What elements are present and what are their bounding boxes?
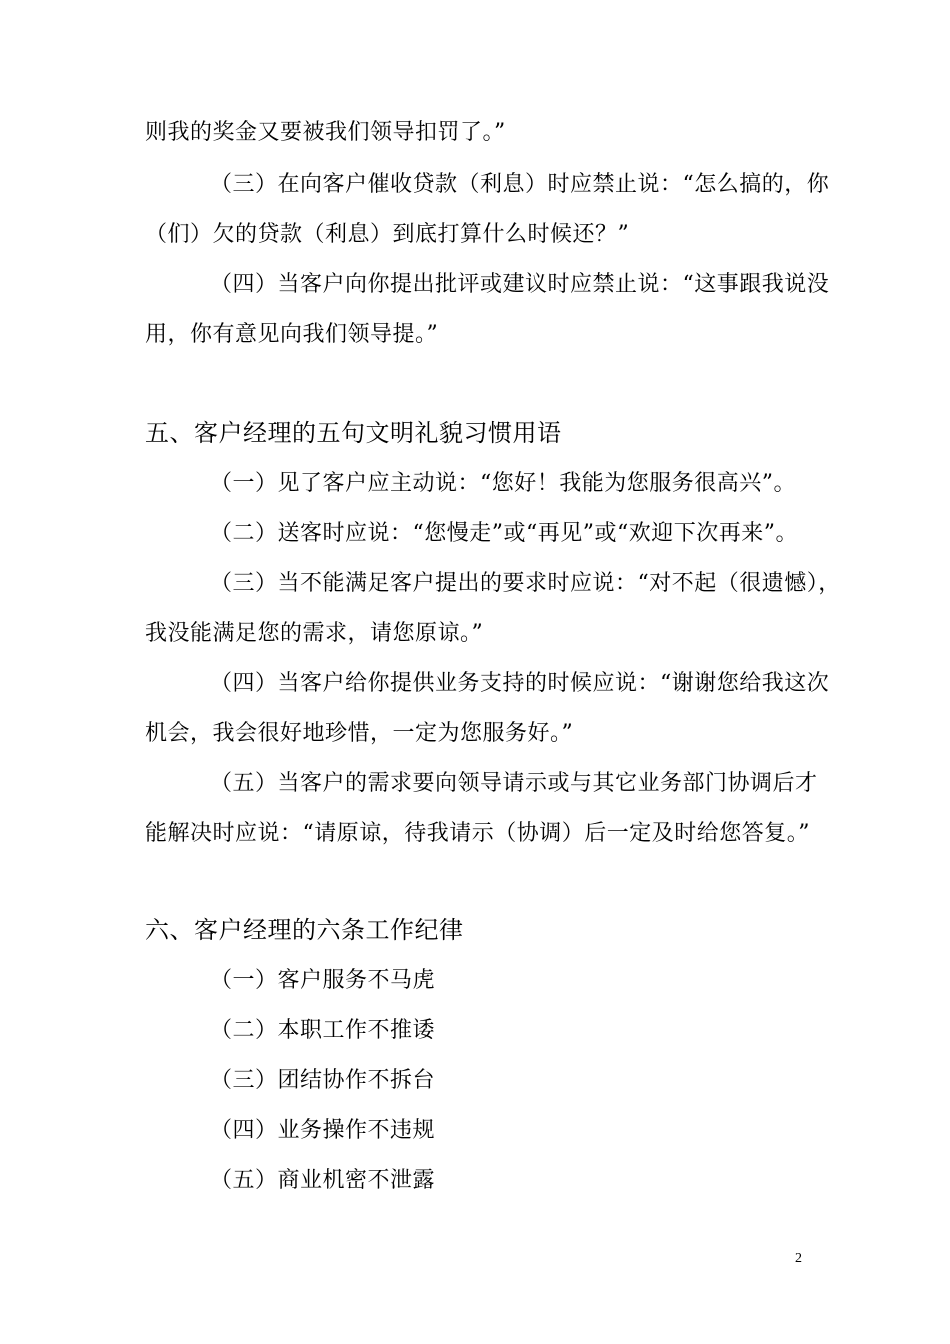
list-item: （三）团结协作不拆台 [210, 1068, 436, 1093]
list-item: （一）客户服务不马虎 [210, 968, 436, 993]
section-heading: 六、客户经理的六条工作纪律 [145, 916, 464, 944]
list-item: （四）业务操作不违规 [210, 1118, 436, 1143]
paragraph-line: 用，你有意见向我们领导提。” [145, 322, 439, 347]
paragraph-line: （三）当不能满足客户提出的要求时应说：“对不起（很遗憾）， [210, 571, 841, 596]
list-item: （五）商业机密不泄露 [210, 1168, 436, 1193]
paragraph-line: （三）在向客户催收贷款（利息）时应禁止说：“怎么搞的，你 [210, 172, 830, 197]
page-number: 2 [795, 1251, 802, 1266]
paragraph-line: 能解决时应说：“请原谅，待我请示（协调）后一定及时给您答复。” [145, 821, 810, 846]
paragraph-line: （二）送客时应说：“您慢走”或“再见”或“欢迎下次再来”。 [210, 521, 798, 546]
paragraph-line: （四）当客户给你提供业务支持的时候应说：“谢谢您给我这次 [210, 671, 830, 696]
list-item: （二）本职工作不推诿 [210, 1018, 436, 1043]
paragraph-line: （们）欠的贷款（利息）到底打算什么时候还？” [145, 222, 630, 247]
section-heading: 五、客户经理的五句文明礼貌习惯用语 [145, 419, 562, 447]
paragraph-line: （五）当客户的需求要向领导请示或与其它业务部门协调后才 [210, 771, 818, 796]
paragraph-line: （一）见了客户应主动说：“您好！我能为您服务很高兴”。 [210, 471, 796, 496]
paragraph-line: 机会，我会很好地珍惜，一定为您服务好。” [145, 721, 574, 746]
paragraph-line: 我没能满足您的需求，请您原谅。” [145, 621, 484, 646]
paragraph-line: （四）当客户向你提出批评或建议时应禁止说：“这事跟我说没 [210, 272, 830, 297]
paragraph-line: 则我的奖金又要被我们领导扣罚了。” [145, 120, 506, 145]
